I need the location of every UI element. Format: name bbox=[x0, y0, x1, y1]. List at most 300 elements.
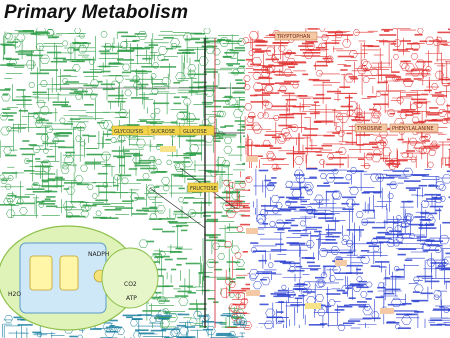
amino-acid-pathway-mark bbox=[262, 83, 275, 85]
nucleotide-pathway-mark bbox=[348, 320, 360, 322]
amino-acid-pathway-mark bbox=[404, 61, 411, 63]
nucleotide-pathway-mark bbox=[308, 213, 324, 215]
nucleotide-pathway-mark bbox=[286, 181, 293, 187]
amino-acid-pathway-mark bbox=[436, 97, 446, 105]
carbohydrate-pathway-mark bbox=[64, 123, 74, 125]
amino-acid-pathway-mark bbox=[329, 157, 347, 159]
carbohydrate-pathway-mark bbox=[67, 187, 76, 194]
carbohydrate-pathway-mark bbox=[132, 213, 148, 215]
amino-acid-pathway-mark bbox=[342, 40, 351, 48]
nucleotide-pathway-mark bbox=[342, 292, 347, 294]
amino-acid-pathway-mark bbox=[356, 134, 371, 136]
carbohydrate-pathway-mark bbox=[143, 173, 150, 179]
amino-acid-pathway-mark bbox=[326, 164, 344, 166]
carbohydrate-pathway-mark bbox=[233, 109, 242, 117]
amino-acid-pathway-mark bbox=[240, 224, 250, 226]
nucleotide-pathway-mark bbox=[396, 269, 404, 271]
amino-acid-pathway-mark bbox=[425, 120, 437, 122]
carbohydrate-pathway-mark bbox=[222, 215, 228, 217]
nucleotide-pathway-mark bbox=[281, 285, 286, 289]
carbohydrate-pathway-mark bbox=[160, 66, 176, 68]
lipid-pathway-mark bbox=[177, 325, 186, 327]
carbohydrate-pathway-mark bbox=[2, 108, 11, 110]
amino-acid-pathway-mark bbox=[367, 96, 376, 98]
amino-acid-pathway-mark bbox=[336, 34, 354, 36]
nucleotide-pathway-mark bbox=[325, 306, 331, 308]
carbohydrate-pathway-mark bbox=[174, 103, 182, 105]
chloroplast-region bbox=[0, 226, 158, 330]
nucleotide-pathway-mark bbox=[411, 174, 429, 176]
svg-text:TRYPTOPHAN: TRYPTOPHAN bbox=[277, 34, 311, 40]
page-title: Primary Metabolism bbox=[4, 2, 189, 23]
carbohydrate-pathway-mark bbox=[48, 178, 65, 180]
carbohydrate-pathway-mark bbox=[227, 261, 236, 263]
carbohydrate-pathway-mark bbox=[41, 162, 49, 164]
amino-acid-pathway-mark bbox=[243, 251, 248, 253]
nucleotide-pathway-mark bbox=[417, 276, 433, 278]
carbohydrate-pathway-mark bbox=[84, 104, 94, 106]
amino-acid-pathway-mark bbox=[246, 177, 251, 179]
amino-acid-pathway-mark bbox=[235, 252, 242, 258]
lipid-pathway-mark bbox=[135, 329, 149, 331]
amino-acid-pathway-mark bbox=[390, 113, 396, 115]
amino-acid-pathway-mark bbox=[244, 76, 251, 82]
nucleotide-pathway-mark bbox=[342, 208, 353, 210]
carbohydrate-pathway-mark bbox=[71, 89, 78, 91]
amino-acid-pathway-mark bbox=[292, 82, 299, 88]
carbohydrate-pathway-mark bbox=[99, 51, 110, 53]
nucleotide-pathway-mark bbox=[384, 221, 403, 223]
amino-acid-pathway-mark bbox=[286, 153, 302, 155]
amino-acid-pathway-mark bbox=[271, 159, 284, 161]
carbohydrate-pathway-mark bbox=[149, 157, 156, 163]
carbohydrate-pathway-mark bbox=[208, 116, 216, 123]
nucleotide-pathway-mark bbox=[367, 291, 373, 293]
carbohydrate-pathway-mark bbox=[190, 144, 200, 152]
nucleotide-pathway-mark bbox=[413, 277, 419, 282]
nucleotide-pathway-mark bbox=[341, 203, 349, 205]
amino-acid-pathway-mark bbox=[246, 284, 251, 286]
nucleotide-pathway-mark bbox=[271, 195, 279, 202]
carbohydrate-pathway-mark bbox=[130, 80, 139, 82]
carbohydrate-pathway-mark bbox=[204, 234, 221, 236]
nucleotide-pathway-mark bbox=[294, 284, 307, 286]
lipid-pathway-mark bbox=[198, 315, 208, 317]
amino-acid-pathway-mark bbox=[355, 117, 365, 119]
amino-acid-pathway-mark bbox=[363, 77, 370, 83]
nucleotide-pathway-mark bbox=[356, 287, 368, 289]
nucleotide-pathway-mark bbox=[275, 220, 285, 228]
amino-acid-pathway-mark bbox=[385, 76, 401, 78]
carbohydrate-pathway-mark bbox=[235, 120, 245, 122]
nucleotide-pathway-mark bbox=[445, 281, 450, 283]
carbohydrate-pathway-mark bbox=[4, 147, 12, 154]
nucleotide-pathway-mark bbox=[317, 185, 330, 187]
nucleotide-pathway-mark bbox=[396, 314, 412, 316]
carbohydrate-pathway-mark bbox=[162, 231, 175, 233]
carbohydrate-pathway-mark bbox=[204, 28, 211, 34]
nucleotide-pathway-mark bbox=[357, 257, 365, 259]
amino-acid-pathway-mark bbox=[269, 65, 283, 67]
nucleotide-pathway-mark bbox=[340, 252, 353, 254]
amino-acid-pathway-mark bbox=[428, 162, 434, 167]
nucleotide-pathway-mark bbox=[291, 225, 299, 227]
carbohydrate-pathway-mark bbox=[80, 165, 87, 171]
nucleotide-pathway-mark bbox=[389, 242, 403, 244]
amino-acid-pathway-mark bbox=[411, 53, 418, 59]
carbohydrate-pathway-mark bbox=[159, 218, 176, 220]
carbohydrate-pathway-mark bbox=[122, 64, 129, 70]
hub-fructose bbox=[188, 183, 218, 192]
carbohydrate-pathway-mark bbox=[92, 194, 97, 199]
carbohydrate-pathway-mark bbox=[64, 188, 69, 190]
carbohydrate-pathway-mark bbox=[29, 144, 37, 146]
nucleotide-pathway-mark bbox=[446, 253, 450, 255]
carbohydrate-pathway-mark bbox=[175, 295, 189, 297]
carbohydrate-pathway-mark bbox=[205, 106, 221, 108]
nucleotide-pathway-mark bbox=[432, 197, 437, 199]
amino-acid-pathway-mark bbox=[241, 288, 250, 290]
amino-acid-pathway-mark bbox=[229, 304, 237, 311]
svg-text:PHENYLALANINE: PHENYLALANINE bbox=[392, 126, 434, 132]
carbohydrate-pathway-mark bbox=[122, 178, 129, 184]
nucleotide-pathway-mark bbox=[320, 323, 328, 325]
amino-acid-pathway-mark bbox=[391, 159, 400, 167]
carbohydrate-pathway-mark bbox=[100, 53, 118, 55]
carbohydrate-pathway-mark bbox=[35, 158, 40, 160]
nucleotide-pathway-mark bbox=[401, 201, 411, 203]
carbohydrate-pathway-mark bbox=[178, 291, 192, 293]
nucleotide-pathway-mark bbox=[259, 260, 267, 262]
carbohydrate-pathway-mark bbox=[11, 127, 26, 129]
nucleotide-pathway-mark bbox=[366, 282, 372, 287]
nucleotide-pathway-mark bbox=[434, 290, 442, 297]
nucleotide-pathway-mark bbox=[425, 281, 439, 283]
lipid-pathway-mark bbox=[117, 328, 125, 335]
carbohydrate-pathway-mark bbox=[132, 40, 139, 42]
nucleotide-pathway-mark bbox=[378, 232, 389, 234]
nucleotide-pathway-mark bbox=[424, 249, 439, 251]
nucleotide-pathway-mark bbox=[269, 182, 277, 184]
carbohydrate-pathway-mark bbox=[88, 185, 94, 190]
carbohydrate-pathway-mark bbox=[190, 33, 202, 35]
carbohydrate-pathway-mark bbox=[53, 101, 70, 103]
amino-acid-pathway-mark bbox=[252, 48, 262, 50]
carbohydrate-pathway-mark bbox=[134, 162, 151, 164]
amino-acid-pathway-mark bbox=[254, 41, 266, 43]
carbohydrate-pathway-mark bbox=[237, 129, 245, 131]
carbohydrate-pathway-mark bbox=[40, 81, 47, 87]
nucleotide-pathway-mark bbox=[271, 249, 287, 251]
nucleotide-pathway-mark bbox=[427, 245, 442, 247]
nucleotide-pathway-mark bbox=[342, 197, 356, 199]
amino-acid-pathway-mark bbox=[284, 81, 300, 83]
amino-acid-pathway-mark bbox=[246, 59, 253, 61]
nucleotide-pathway-mark bbox=[315, 280, 324, 288]
nucleotide-pathway-mark bbox=[417, 236, 427, 238]
carbohydrate-pathway-mark bbox=[95, 200, 108, 202]
carbohydrate-pathway-mark bbox=[55, 135, 69, 137]
carbohydrate-pathway-mark bbox=[5, 155, 16, 157]
carbohydrate-pathway-mark bbox=[78, 45, 87, 53]
nucleotide-pathway-mark bbox=[337, 290, 346, 292]
carbohydrate-pathway-mark bbox=[105, 139, 111, 141]
nucleotide-pathway-mark bbox=[278, 290, 288, 292]
nucleotide-pathway-mark bbox=[306, 241, 314, 248]
nucleotide-pathways bbox=[249, 168, 450, 331]
nucleotide-pathway-mark bbox=[278, 227, 290, 229]
lipid-pathway-mark bbox=[130, 320, 137, 326]
carbohydrate-pathway-mark bbox=[82, 135, 89, 137]
carbohydrate-pathway-mark bbox=[240, 99, 245, 101]
carbohydrate-pathway-mark bbox=[218, 138, 223, 140]
nucleotide-pathway-mark bbox=[323, 182, 328, 184]
nucleotide-pathway-mark bbox=[295, 266, 302, 268]
carbohydrate-pathway-mark bbox=[190, 303, 207, 305]
amino-acid-pathway-mark bbox=[446, 164, 450, 166]
carbohydrate-pathway-mark bbox=[115, 207, 133, 209]
amino-acid-pathway-mark bbox=[270, 147, 282, 149]
nucleotide-pathway-mark bbox=[301, 201, 307, 203]
carbohydrate-pathway-mark bbox=[75, 136, 81, 141]
carbohydrate-pathway-mark bbox=[80, 141, 85, 146]
carbohydrate-pathway-mark bbox=[47, 156, 55, 158]
amino-acid-pathway-mark bbox=[421, 94, 429, 96]
carbohydrate-pathway-mark bbox=[161, 177, 170, 184]
amino-acid-pathway-mark bbox=[304, 128, 318, 130]
nucleotide-pathway-mark bbox=[390, 182, 398, 189]
amino-acid-pathway-mark bbox=[316, 70, 323, 76]
nucleotide-pathway-mark bbox=[318, 280, 326, 287]
amino-acid-pathway-mark bbox=[339, 114, 349, 123]
nucleotide-pathway-mark bbox=[264, 321, 273, 329]
carbohydrate-pathway-mark bbox=[58, 147, 74, 149]
carbohydrate-pathway-mark bbox=[33, 184, 38, 186]
nucleotide-pathway-mark bbox=[345, 175, 351, 180]
nucleotide-pathway-mark bbox=[404, 180, 421, 182]
svg-text:GLYCOLYSIS: GLYCOLYSIS bbox=[114, 129, 144, 135]
nucleotide-pathway-mark bbox=[306, 168, 318, 170]
carbohydrate-pathway-mark bbox=[70, 118, 81, 120]
nucleotide-pathway-mark bbox=[414, 216, 425, 218]
amino-acid-pathway-mark bbox=[266, 151, 274, 158]
nucleotide-pathway-mark bbox=[386, 322, 399, 324]
nucleotide-pathway-mark bbox=[279, 197, 284, 199]
carbohydrate-pathway-mark bbox=[118, 32, 128, 34]
carbohydrate-pathway-mark bbox=[184, 157, 190, 159]
carbohydrate-pathway-mark bbox=[235, 262, 241, 264]
carbohydrate-pathway-mark bbox=[64, 70, 77, 72]
carbohydrate-pathway-mark bbox=[16, 203, 35, 205]
carbohydrate-pathway-mark bbox=[8, 119, 13, 121]
nucleotide-pathway-mark bbox=[414, 311, 424, 313]
amino-acid-pathway-mark bbox=[417, 28, 423, 33]
nucleotide-pathway-mark bbox=[344, 305, 349, 307]
carbohydrate-pathway-mark bbox=[18, 31, 34, 33]
carbohydrate-pathway-mark bbox=[244, 163, 245, 165]
nucleotide-pathway-mark bbox=[283, 263, 300, 265]
nucleotide-pathway-mark bbox=[280, 210, 291, 212]
amino-acid-pathway-mark bbox=[408, 153, 413, 157]
amino-acid-pathway-mark bbox=[277, 62, 293, 64]
carbohydrate-pathway-mark bbox=[173, 82, 180, 84]
lipid-pathway-mark bbox=[132, 318, 142, 320]
metabolic-pathway-map bbox=[0, 28, 450, 338]
carbohydrate-pathway-mark bbox=[98, 173, 108, 175]
amino-acid-pathway-mark bbox=[317, 154, 323, 156]
amino-acid-pathway-mark bbox=[248, 116, 256, 118]
carbohydrate-pathway-mark bbox=[153, 253, 161, 255]
carbohydrate-pathway-mark bbox=[236, 277, 245, 279]
amino-acid-pathway-mark bbox=[223, 180, 229, 186]
carbohydrate-pathway-mark bbox=[99, 66, 110, 68]
nucleotide-pathway-mark bbox=[260, 304, 269, 306]
carbohydrate-pathway-mark bbox=[96, 211, 102, 216]
carbohydrate-pathway-mark bbox=[142, 310, 161, 312]
carbohydrate-pathway-mark bbox=[119, 165, 125, 167]
nucleotide-pathway-mark bbox=[433, 309, 450, 311]
carbohydrate-pathway-mark bbox=[40, 55, 50, 64]
amino-acid-pathway-mark bbox=[373, 111, 381, 118]
carbohydrate-pathway-mark bbox=[15, 196, 30, 198]
nucleotide-pathway-mark bbox=[295, 288, 306, 290]
nucleotide-pathway-mark bbox=[426, 240, 443, 242]
amino-acid-pathway-mark bbox=[379, 74, 396, 76]
svg-text:NADPH: NADPH bbox=[88, 251, 110, 258]
nucleotide-pathway-mark bbox=[436, 210, 442, 212]
nucleotide-pathway-mark bbox=[309, 177, 316, 179]
carbohydrate-pathway-mark bbox=[176, 225, 188, 227]
svg-text:TYROSINE: TYROSINE bbox=[357, 126, 383, 132]
amino-acid-pathway-mark bbox=[288, 66, 294, 68]
amino-acid-pathway-mark bbox=[440, 44, 447, 46]
chloroplast-label-nadph bbox=[88, 251, 109, 258]
carbohydrate-pathway-mark bbox=[33, 92, 47, 94]
nucleotide-pathway-mark bbox=[295, 298, 303, 300]
amino-acid-pathway-mark bbox=[328, 32, 343, 34]
carbohydrate-pathway-mark bbox=[26, 60, 36, 68]
amino-acid-pathway-mark bbox=[406, 94, 420, 96]
carbohydrate-pathway-mark bbox=[236, 83, 245, 85]
carbohydrate-pathway-mark bbox=[83, 71, 102, 73]
carbohydrate-pathway-mark bbox=[117, 59, 134, 61]
carbohydrate-pathway-mark bbox=[181, 230, 187, 232]
carbohydrate-pathway-mark bbox=[3, 112, 17, 114]
amino-acid-pathway-mark bbox=[420, 41, 428, 43]
carbohydrate-pathway-mark bbox=[74, 127, 85, 129]
amino-acid-pathway-mark bbox=[244, 84, 250, 90]
carbohydrate-pathway-mark bbox=[218, 253, 225, 259]
carbohydrate-pathway-mark bbox=[51, 61, 67, 63]
carbohydrate-pathway-mark bbox=[101, 71, 110, 73]
amino-acid-pathway-mark bbox=[387, 163, 401, 165]
amino-acid-pathway-mark bbox=[380, 158, 388, 160]
nucleotide-pathway-mark bbox=[363, 210, 375, 212]
svg-text:H2O: H2O bbox=[8, 291, 22, 298]
amino-acid-pathway-mark bbox=[302, 135, 317, 137]
carbohydrate-pathway-mark bbox=[85, 162, 101, 164]
amino-acid-pathway-mark bbox=[302, 74, 308, 76]
amino-acid-pathway-mark bbox=[431, 84, 438, 90]
nucleotide-pathway-mark bbox=[260, 279, 267, 281]
carbohydrate-pathway-mark bbox=[3, 58, 12, 60]
carbohydrate-pathway-mark bbox=[121, 36, 136, 38]
amino-acid-pathway-mark bbox=[424, 90, 432, 92]
carbohydrate-pathway-mark bbox=[204, 212, 223, 214]
carbohydrate-pathway-mark bbox=[60, 118, 66, 123]
carbohydrate-pathway-mark bbox=[173, 161, 190, 163]
carbohydrate-pathway-mark bbox=[179, 286, 193, 288]
nucleotide-pathway-mark bbox=[364, 191, 382, 193]
amino-acid-pathway-mark bbox=[422, 140, 431, 142]
carbohydrate-pathway-mark bbox=[93, 203, 111, 205]
carbohydrate-pathway-mark bbox=[138, 31, 147, 39]
amino-acid-pathway-mark bbox=[275, 82, 291, 84]
carbohydrate-pathway-mark bbox=[171, 174, 183, 176]
nucleotide-pathway-mark bbox=[349, 297, 356, 299]
nucleotide-pathway-mark bbox=[361, 250, 369, 252]
amino-acid-pathway-mark bbox=[349, 76, 358, 78]
lipid-pathway-mark bbox=[185, 326, 195, 328]
amino-acid-pathway-mark bbox=[406, 150, 415, 152]
carbohydrate-pathway-mark bbox=[101, 32, 108, 38]
amino-acid-pathway-mark bbox=[317, 61, 334, 63]
amino-acid-pathway-mark bbox=[314, 101, 319, 103]
amino-acid-pathway-mark bbox=[379, 41, 396, 43]
nucleotide-pathway-mark bbox=[393, 170, 410, 172]
nucleotide-pathway-mark bbox=[285, 220, 294, 222]
nucleotide-pathway-mark bbox=[314, 231, 321, 233]
nucleotide-pathway-mark bbox=[334, 182, 350, 184]
carbohydrate-pathway-mark bbox=[104, 46, 115, 48]
svg-text:SUCROSE: SUCROSE bbox=[151, 129, 176, 135]
carbohydrate-pathway-mark bbox=[189, 91, 206, 93]
nucleotide-pathway-mark bbox=[371, 265, 380, 267]
carbohydrate-pathway-mark bbox=[48, 37, 58, 39]
carbohydrate-pathway-mark bbox=[183, 202, 188, 204]
amino-acid-pathway-mark bbox=[387, 110, 395, 117]
lipid-pathway-mark bbox=[139, 333, 155, 335]
amino-acid-pathway-mark bbox=[272, 106, 287, 108]
carbohydrate-pathway-mark bbox=[65, 81, 79, 83]
carbohydrate-pathway-mark bbox=[46, 196, 55, 198]
carbohydrate-pathway-mark bbox=[213, 100, 229, 102]
carbohydrate-pathway-mark bbox=[226, 63, 240, 65]
nucleotide-pathway-mark bbox=[326, 232, 341, 234]
lipid-pathway-mark bbox=[244, 315, 245, 317]
carbohydrate-pathway-mark bbox=[178, 197, 183, 202]
amino-acid-pathway-mark bbox=[338, 56, 354, 58]
carbohydrate-pathway-mark bbox=[154, 108, 160, 113]
nucleotide-pathway-mark bbox=[394, 222, 399, 224]
nucleotide-pathway-mark bbox=[287, 242, 299, 244]
amino-acid-pathway-mark bbox=[372, 147, 378, 149]
amino-acid-pathway-mark bbox=[321, 145, 332, 147]
carbohydrate-pathway-mark bbox=[127, 124, 140, 126]
carbohydrate-pathway-mark bbox=[30, 73, 49, 75]
amino-acid-pathway-mark bbox=[309, 79, 320, 81]
carbohydrate-pathway-mark bbox=[20, 148, 34, 150]
carbohydrate-pathway-mark bbox=[55, 177, 63, 179]
carbohydrate-pathway-mark bbox=[203, 40, 221, 42]
nucleotide-pathway-mark bbox=[310, 269, 318, 271]
nucleotide-pathway-mark bbox=[290, 207, 306, 209]
carbohydrate-pathway-mark bbox=[159, 300, 170, 302]
amino-acid-pathway-mark bbox=[308, 28, 319, 30]
nucleotide-pathway-mark bbox=[306, 227, 322, 229]
carbohydrate-pathway-mark bbox=[77, 184, 89, 186]
lipid-pathway-mark bbox=[221, 315, 232, 317]
